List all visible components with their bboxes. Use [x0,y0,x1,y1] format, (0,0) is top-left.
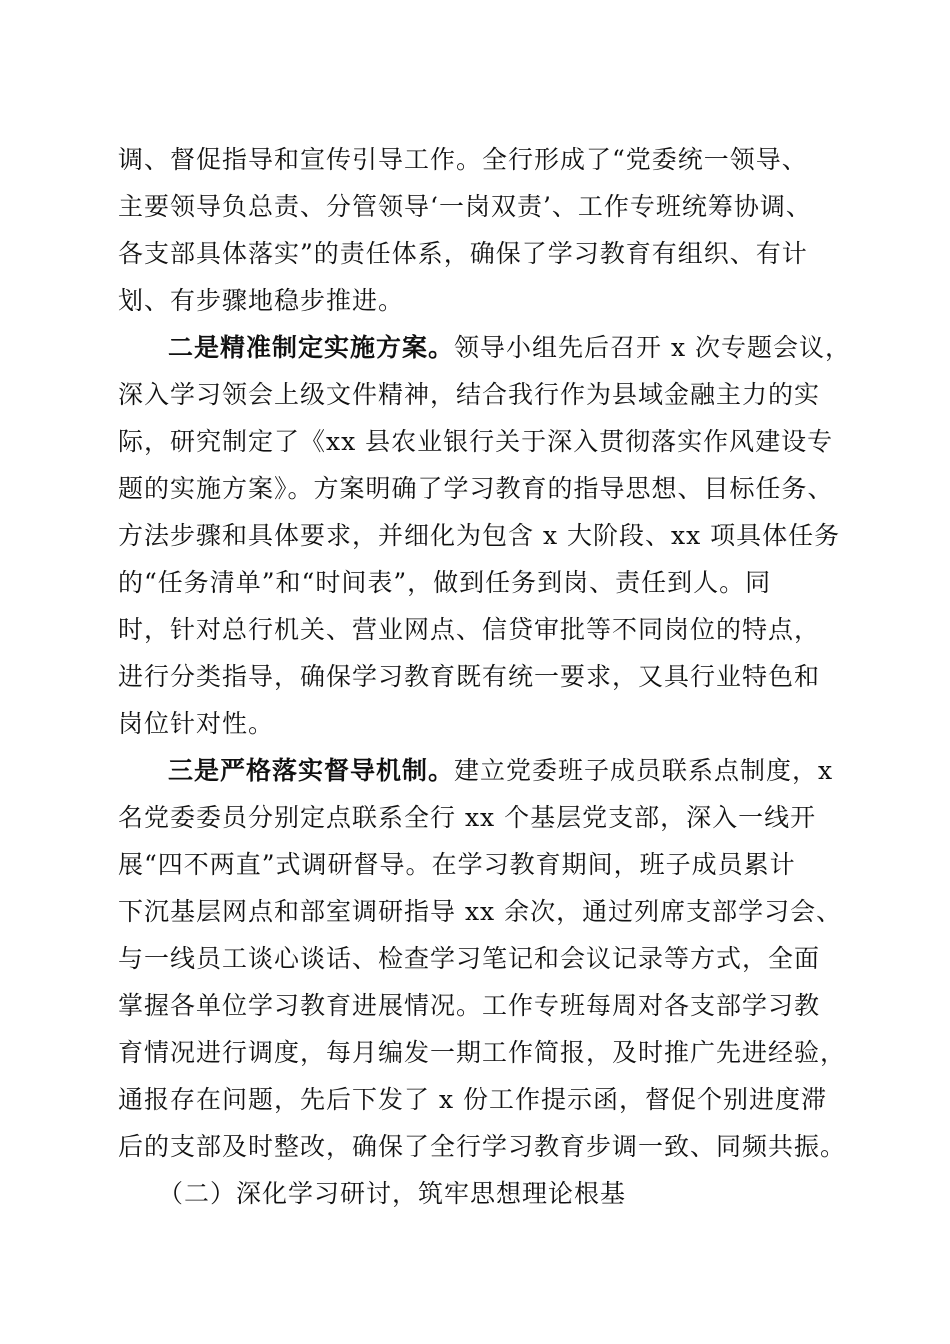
paragraph-line: 调、督促指导和宣传引导工作。全行形成了“党委统一领导、 [118,145,808,174]
paragraph-line: 通报存在问题，先后下发了 x 份工作提示函，督促个别进度滞 [118,1085,827,1114]
paragraph-line: 下沉基层网点和部室调研指导 xx 余次，通过列席支部学习会、 [118,897,843,926]
paragraph-line: 育情况进行调度，每月编发一期工作简报，及时推广先进经验， [118,1038,847,1067]
paragraph-line: 后的支部及时整改，确保了全行学习教育步调一致、同频共振。 [118,1132,847,1161]
paragraph-heading: 二是精准制定实施方案。 [168,333,455,362]
paragraph-first-line [168,330,851,366]
paragraph-line: 名党委委员分别定点联系全行 xx 个基层党支部，深入一线开 [118,803,817,832]
paragraph-line: 各支部具体落实”的责任体系，确保了学习教育有组织、有计 [118,239,808,268]
paragraph-line: 进行分类指导，确保学习教育既有统一要求，又具行业特色和 [118,662,821,691]
paragraph-text: 建立党委班子成员联系点制度，x [454,756,834,785]
paragraph-line: 深入学习领会上级文件精神，结合我行作为县域金融主力的实 [118,380,821,409]
paragraph-first-line [168,753,833,789]
paragraph-line: 际，研究制定了《xx 县农业银行关于深入贯彻落实作风建设专 [118,427,834,456]
paragraph-line: 方法步骤和具体要求，并细化为包含 x 大阶段、xx 项具体任务 [118,521,841,550]
paragraph-line: 划、有步骤地稳步推进。 [118,286,405,315]
paragraph-line: 主要领导负总责、分管领导‘一岗双责’、工作专班统筹协调、 [118,192,812,221]
paragraph-line: 的“任务清单”和“时间表”，做到任务到岗、责任到人。同 [118,568,772,597]
paragraph-line: 掌握各单位学习教育进展情况。工作专班每周对各支部学习教 [118,991,821,1020]
paragraph-text: 领导小组先后召开 x 次专题会议， [454,333,852,362]
paragraph-heading: 三是严格落实督导机制。 [168,756,455,785]
paragraph-line: 时，针对总行机关、营业网点、信贷审批等不同岗位的特点， [118,615,821,644]
paragraph-line: 岗位针对性。 [118,709,275,738]
section-subheading: （二）深化学习研讨，筑牢思想理论根基 [158,1179,627,1208]
paragraph-line: 展“四不两直”式调研督导。在学习教育期间，班子成员累计 [118,850,796,879]
paragraph-line: 与一线员工谈心谈话、检查学习笔记和会议记录等方式，全面 [118,944,821,973]
paragraph-line: 题的实施方案》。方案明确了学习教育的指导思想、目标任务、 [118,474,834,503]
